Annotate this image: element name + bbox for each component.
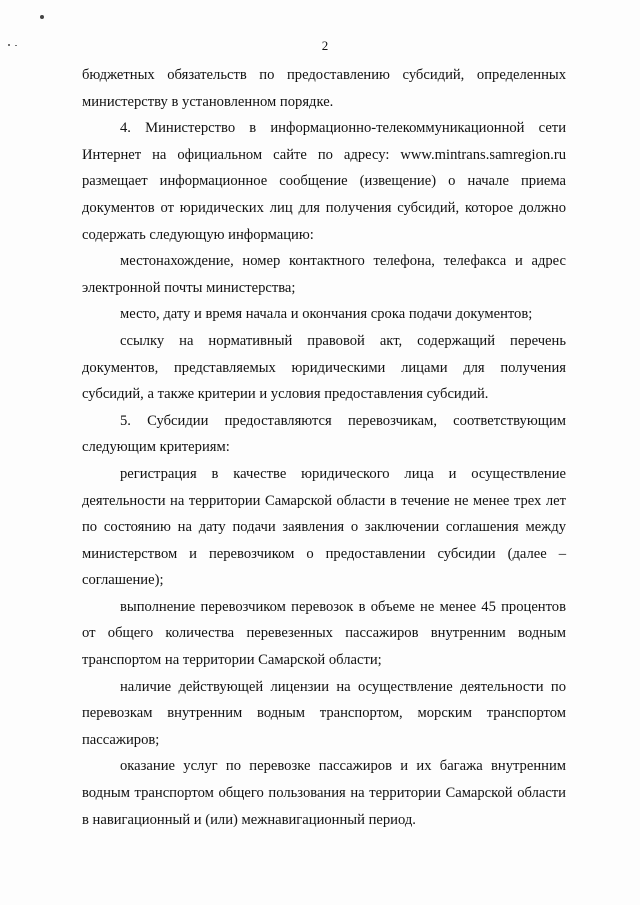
scan-dot-mark (40, 15, 44, 19)
paragraph-clause-5: 5. Субсидии предоставляются перевозчикам, соответствующим следующим критериям: (82, 412, 566, 456)
paragraph-item: регистрация в качестве юридического лица и осуществление деятельности на территории Самарской области в течение не менее трех лет по состоянию на дату подачи заявления о заключении соглашения между министерством и перевозчиком о предоставлении субсидии (далее – соглашение); (82, 465, 566, 589)
paragraph-item: наличие действующей лицензии на осуществление деятельности по перевозкам внутренним водным транспортом, морским транспортом пассажиров; (82, 678, 566, 748)
paragraph-item: ссылку на нормативный правовой акт, содержащий перечень документов, представляемых юридическими лицами для получения субсидий, а также критерии и условия предоставления субсидий. (82, 332, 566, 403)
paragraph-item: выполнение перевозчиком перевозок в объеме не менее 45 процентов от общего количества перевезенных пассажиров внутренним водным транспортом на территории Самарской области; (82, 598, 566, 669)
paragraph-clause-4: 4. Министерство в информационно-телекоммуникационной сети Интернет на официальном сайте по адресу: www.mintrans.samregion.ru размещает информационное сообщение (извещение) о начале приема документов от юридических лиц для получения субсидий, которое должно содержать следующую информацию: (82, 120, 566, 243)
paragraph-item: место, дату и время начала и окончания срока подачи документов; (120, 306, 533, 323)
page-number: 2 (321, 38, 329, 53)
paragraph-item: оказание услуг по перевозке пассажиров и их багажа внутренним водным транспортом общего пользования на территории Самарской области в навигационный и (или) межнавигационный период. (82, 758, 566, 828)
paragraph-continuation: бюджетных обязательств по предоставлению субсидий, определенных министерству в установленном порядке. (82, 67, 566, 110)
document-body (82, 62, 566, 833)
paragraph-item: местонахождение, номер контактного телефона, телефакса и адрес электронной почты министерства; (82, 253, 566, 296)
